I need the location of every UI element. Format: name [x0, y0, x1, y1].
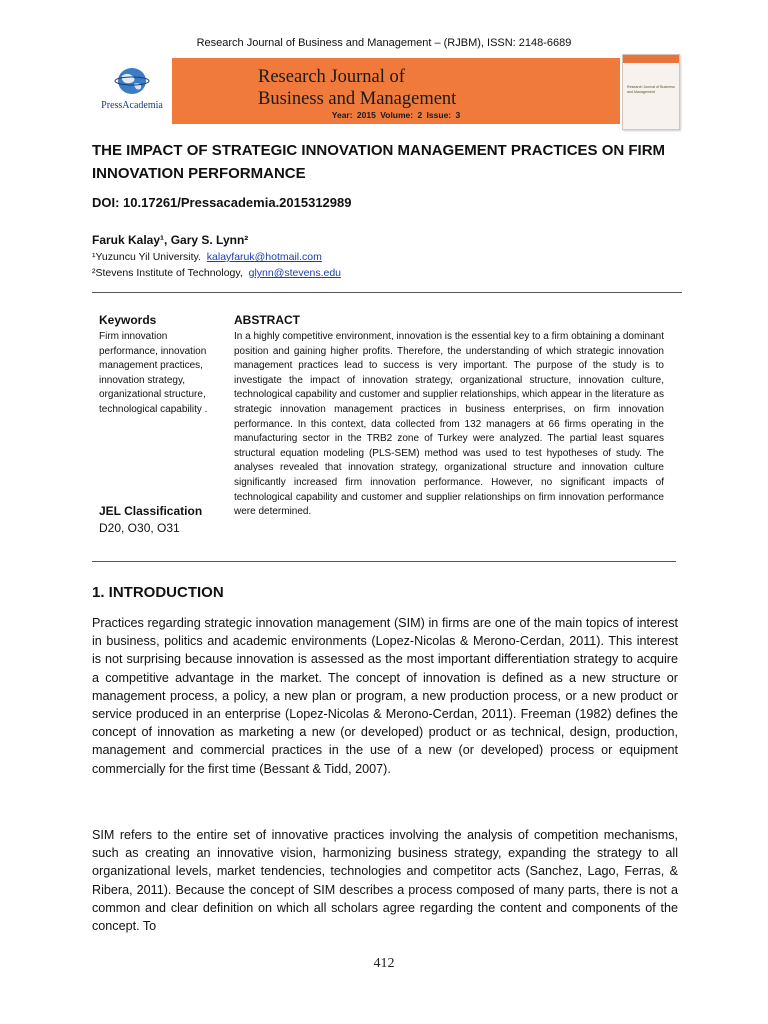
section-heading-introduction: 1. INTRODUCTION: [92, 584, 224, 601]
globe-icon: [114, 66, 150, 96]
paper-title: THE IMPACT OF STRATEGIC INNOVATION MANAGEMENT PRACTICES ON FIRM INNOVATION PERFORMANCE: [92, 142, 666, 182]
abstract-text: In a highly competitive environment, innovation is the essential key to a firm obtaining a dominant position and gaining higher profits. Therefore, the understanding of which strategic innovation management practices lead to success is very important. The purpose of the study is to investigate the impact of innovation strategy, organizational structure, innovation culture, technological capability and customer and supplier relationships, which appear in the literature as strategic innovation management practices in business enterprises, on firm innovation performance. In this context, data collected from 132 managers at 66 firms operating in the manufacturing sector in the TRB2 zone of Turkey were analyzed. The partial least squares structural equation modeling (PLS-SEM) method was used to test hypotheses of study. The analyses revealed that innovation strategy, organizational structure and innovation culture significantly increased firm innovation performance. However, no significant impacts of technological capability and customer and supplier relationships on firm innovation performance were determined.: [234, 331, 664, 518]
journal-cover-thumbnail: [622, 54, 680, 130]
journal-title: [258, 66, 456, 110]
affiliation-2-text: ²Stevens Institute of Technology,: [92, 267, 249, 279]
cover-band: [623, 55, 679, 63]
journal-banner: [172, 58, 620, 124]
divider-bottom: [92, 561, 676, 562]
keywords-text: Firm innovation performance, innovation management practices, innovation strategy, organizational structure, technological capability .: [99, 331, 208, 415]
running-header: Research Journal of Business and Management – (RJBM), ISSN: 2148-6689: [196, 37, 572, 49]
abstract-heading: ABSTRACT: [234, 313, 300, 327]
page-number: 412: [373, 956, 395, 971]
affiliation-1: [92, 251, 322, 263]
email-link-1[interactable]: kalayfaruk@hotmail.com: [206, 251, 322, 263]
jel-codes: D20, O30, O31: [99, 521, 180, 535]
body-paragraph-2: SIM refers to the entire set of innovative practices involving the analysis of competition mechanisms, such as creating an innovative vision, harmonizing business strategy, expanding the strategy to all organizational levels, market tendencies, technologies and competitor acts (Sanchez, Lago, Ferras, & Ribera, 2011). Because the concept of SIM describes a process composed of many parts, there is not a common and clear definition on which all scholars agree regarding the content and components of the concept. To: [92, 828, 678, 934]
journal-title-line2: Business and Management: [258, 89, 457, 109]
email-link-2[interactable]: glynn@stevens.edu: [248, 267, 342, 279]
journal-title-line1: Research Journal of: [258, 67, 405, 87]
affiliation-1-text: ¹Yuzuncu Yil University.: [92, 251, 207, 263]
pressacademia-logo: [92, 60, 172, 122]
jel-heading: JEL Classification: [99, 504, 203, 518]
logo-text: PressAcademia: [101, 100, 163, 111]
authors: Faruk Kalay¹, Gary S. Lynn²: [92, 233, 249, 247]
issue-meta: Year: 2015 Volume: 2 Issue: 3: [331, 110, 461, 120]
cover-text: Research Journal of Business and Management: [627, 85, 675, 94]
body-paragraph-1: Practices regarding strategic innovation management (SIM) in firms are one of the main topics of interest in business, politics and academic environments (Lopez-Nicolas & Merono-Cerdan, 2011). This interest is not surprising because innovation is assessed as the most important differentiation strategy to acquire a competitive advantage in the market. The concept of innovation is defined as a new structure or management process, a policy, a new plan or program, a new production process, or a new product or service produced in an enterprise (Lopez-Nicolas & Merono-Cerdan, 2011). Freeman (1982) defines the concept of innovation as marketing a new (or developed) product or as technical, design, production, management and commercial practices in the use of a new (or developed) process or equipment commercially for the first time (Bessant & Tidd, 2007).: [92, 616, 678, 776]
doi: DOI: 10.17261/Pressacademia.2015312989: [92, 195, 352, 210]
affiliation-2: [92, 267, 341, 279]
divider-top: [92, 292, 682, 293]
keywords-heading: Keywords: [99, 313, 157, 327]
